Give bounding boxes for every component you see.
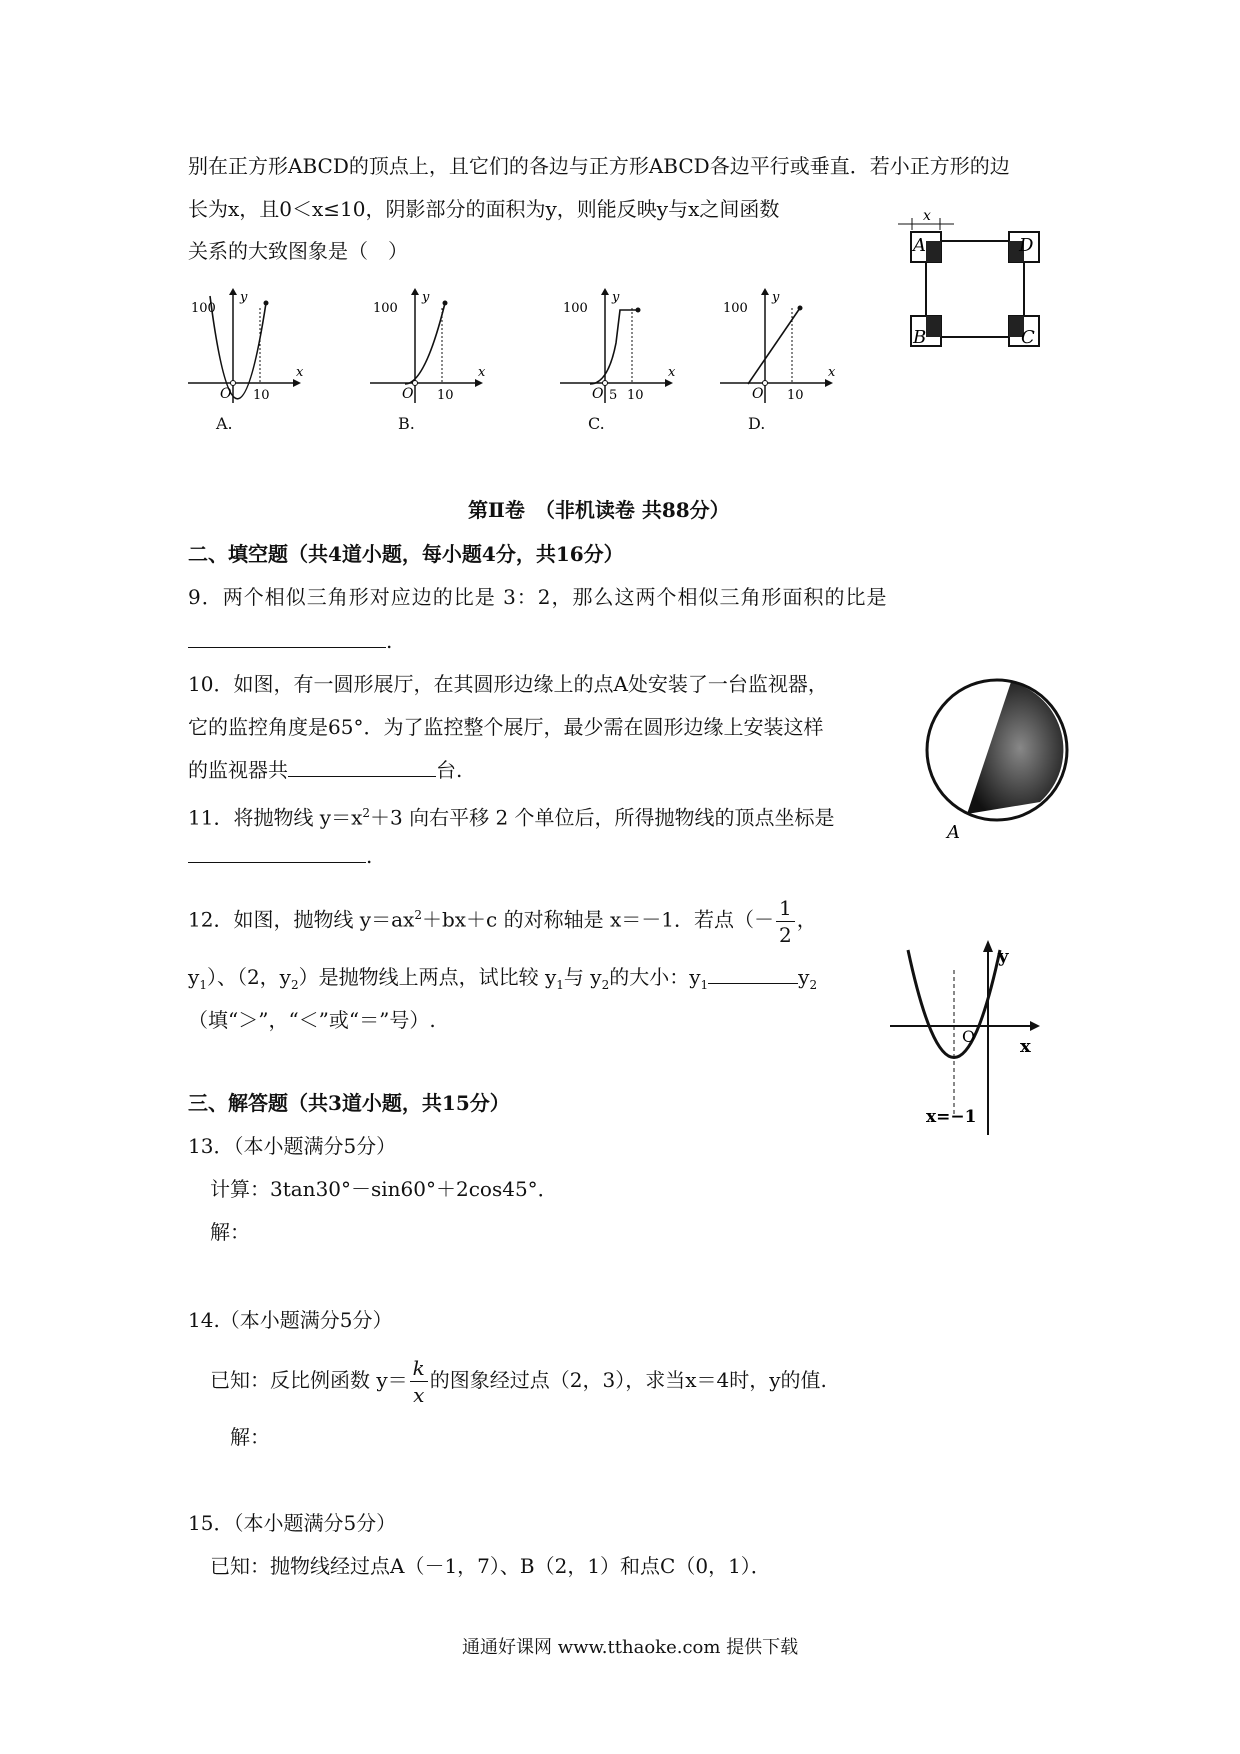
y-axis-label: y bbox=[772, 290, 780, 305]
x-tick-label: 10 bbox=[627, 388, 644, 403]
q9-text: 9．两个相似三角形对应边的比是 3：2，那么这两个相似三角形面积的比是 bbox=[188, 585, 888, 609]
q12-frac-den: 2 bbox=[778, 922, 792, 947]
q12-t6: y bbox=[798, 965, 810, 989]
q12-sup: 2 bbox=[414, 908, 422, 922]
q10-line1: 10．如图，有一圆形展厅，在其圆形边缘上的点A处安装了一台监视器， bbox=[188, 672, 828, 696]
option-graph-c bbox=[560, 288, 680, 408]
y-axis-arrow bbox=[229, 288, 237, 295]
q14-frac-den: x bbox=[413, 1383, 425, 1407]
option-graph-b bbox=[370, 288, 490, 408]
q10-line2: 它的监控角度是65°．为了监控整个展厅，最少需在圆形边缘上安装这样 bbox=[188, 715, 824, 739]
q11-part-b: ＋3 向右平移 2 个单位后，所得抛物线的顶点坐标是 bbox=[370, 805, 835, 830]
q8-line1: 别在正方形ABCD的顶点上，且它们的各边与正方形ABCD各边平行或垂直．若小正方形的边 bbox=[188, 154, 1010, 178]
q15-body: 已知：抛物线经过点A（－1，7）、B（2，1）和点C（0，1）． bbox=[210, 1554, 771, 1578]
y-axis-arrow bbox=[411, 288, 419, 295]
origin-label: O bbox=[752, 386, 764, 402]
footer: 通通好课网 www.tthaoke.com 提供下载 bbox=[462, 1637, 799, 1658]
x-tick-label: 10 bbox=[437, 388, 454, 403]
option-label-a[interactable]: A. bbox=[216, 414, 233, 433]
q11-part-a: 11．将抛物线 y＝x bbox=[188, 805, 363, 830]
q12-frac-num: 1 bbox=[776, 895, 795, 922]
x-axis-label: x bbox=[828, 365, 836, 380]
q14-body bbox=[210, 1350, 827, 1410]
q11-sup: 2 bbox=[362, 806, 371, 820]
q12-t3: ）是抛物线上两点，试比较 y bbox=[298, 965, 557, 989]
y-tick-label: 100 bbox=[191, 301, 216, 316]
q11-answer bbox=[188, 843, 372, 869]
section3-title: 三、解答题（共3道小题，共15分） bbox=[188, 1091, 510, 1115]
origin-label: O bbox=[592, 386, 604, 402]
q12-t1: y bbox=[188, 965, 200, 989]
q12-line3: （填“＞”，“＜”或“＝”号）. bbox=[188, 1008, 436, 1032]
option-label-c[interactable]: C. bbox=[588, 414, 605, 433]
option-graph-a bbox=[188, 288, 308, 408]
x-axis-arrow bbox=[475, 379, 483, 387]
origin-dot bbox=[231, 381, 236, 386]
origin-dot bbox=[763, 381, 768, 386]
square-label-a: A bbox=[913, 235, 926, 256]
option-graph-d bbox=[720, 288, 840, 408]
x-axis-label: x bbox=[668, 365, 676, 380]
q12-parabola-figure bbox=[890, 940, 1040, 1135]
origin-dot bbox=[603, 381, 608, 386]
dimension-label: x bbox=[923, 208, 931, 224]
x-axis-arrow bbox=[825, 379, 833, 387]
q10-line3-suffix: 台. bbox=[436, 758, 463, 782]
y-axis-label: y bbox=[240, 290, 248, 305]
origin-dot bbox=[413, 381, 418, 386]
q13-body: 计算：3tan30°－sin60°＋2cos45°． bbox=[210, 1177, 558, 1201]
q14-head: 14.（本小题满分5分） bbox=[188, 1308, 393, 1332]
option-label-d[interactable]: D. bbox=[748, 414, 766, 433]
q12-part-a: 12．如图，抛物线 y＝ax bbox=[188, 907, 415, 932]
x-axis-label: x bbox=[296, 365, 304, 380]
q11-blank[interactable] bbox=[188, 844, 366, 863]
x-tick-label: 10 bbox=[787, 388, 804, 403]
endpoint-dot bbox=[443, 301, 448, 306]
q12-s3: 1 bbox=[556, 978, 564, 992]
y-axis-label: y bbox=[422, 290, 430, 305]
origin-label: O bbox=[402, 386, 414, 402]
q12-t2: ）、（2，y bbox=[206, 965, 291, 989]
x-tick-label: 10 bbox=[253, 388, 270, 403]
x-axis-arrow bbox=[665, 379, 673, 387]
y-axis-arrow bbox=[601, 288, 609, 295]
q11-text bbox=[188, 800, 835, 831]
q12-t5: 的大小：y bbox=[609, 965, 701, 989]
q12-part-c: ， bbox=[796, 907, 817, 932]
y-axis-arrow bbox=[761, 288, 769, 295]
square-label-c: C bbox=[1021, 327, 1035, 348]
q13-head: 13．（本小题满分5分） bbox=[188, 1134, 397, 1158]
x-axis-label: x bbox=[478, 365, 486, 380]
q10-line3 bbox=[188, 757, 462, 783]
q12-s5: 1 bbox=[700, 978, 709, 992]
y-tick-label: 100 bbox=[563, 301, 588, 316]
q14-part-b: 的图象经过点（2，3），求当x＝4时，y的值. bbox=[429, 1368, 827, 1392]
q12-line2 bbox=[188, 964, 817, 998]
q15-head: 15．（本小题满分5分） bbox=[188, 1511, 397, 1535]
graph-curve bbox=[405, 303, 445, 384]
part2-title: 第Ⅱ卷 （非机读卷 共88分） bbox=[468, 498, 730, 522]
q8-squares-figure bbox=[890, 210, 1040, 360]
q12-y-axis-label: y bbox=[998, 946, 1009, 967]
q8-line3: 关系的大致图象是（ ） bbox=[188, 239, 408, 263]
q12-s1: 1 bbox=[199, 978, 207, 992]
square-label-b: B bbox=[913, 327, 927, 348]
y-axis-label: y bbox=[612, 290, 620, 305]
q12-line1 bbox=[188, 885, 817, 950]
q10-circle-figure bbox=[925, 678, 1075, 843]
endpoint-dot bbox=[636, 308, 641, 313]
q12-origin-label: O bbox=[962, 1027, 976, 1046]
q9-blank[interactable] bbox=[188, 629, 386, 648]
q14-part-a: 已知：反比例函数 y＝ bbox=[210, 1368, 408, 1392]
q9-answer bbox=[188, 628, 392, 654]
endpoint-dot bbox=[264, 301, 269, 306]
q12-x-axis-label: x bbox=[1020, 1036, 1031, 1057]
q10-point-a-label: A bbox=[947, 822, 960, 843]
q12-part-b: ＋bx＋c 的对称轴是 x＝－1．若点（－ bbox=[421, 907, 774, 932]
q12-t4: 与 y bbox=[563, 965, 602, 989]
endpoint-dot bbox=[798, 306, 803, 311]
q10-blank[interactable] bbox=[288, 758, 436, 777]
q14-frac-num: k bbox=[410, 1355, 428, 1382]
y-tick-label: 100 bbox=[373, 301, 398, 316]
q8-line2: 长为x，且0＜x≤10，阴影部分的面积为y，则能反映y与x之间函数 bbox=[188, 197, 780, 221]
q10-line3-prefix: 的监视器共 bbox=[188, 758, 288, 782]
x-tick-label: 5 bbox=[609, 388, 618, 403]
graph-curve bbox=[590, 310, 638, 384]
section2-title: 二、填空题（共4道小题，每小题4分，共16分） bbox=[188, 542, 624, 566]
q13-solution: 解： bbox=[210, 1220, 250, 1244]
q12-axis-of-symmetry-label: x=−1 bbox=[926, 1107, 977, 1127]
q12-s6: 2 bbox=[809, 978, 818, 992]
q12-blank[interactable] bbox=[708, 965, 798, 984]
square-label-d: D bbox=[1019, 235, 1034, 256]
q14-fraction bbox=[410, 1355, 428, 1408]
q14-solution: 解： bbox=[230, 1425, 270, 1449]
q12-s2: 2 bbox=[290, 978, 299, 992]
q9-end: . bbox=[386, 629, 393, 653]
q12-s4: 2 bbox=[601, 978, 610, 992]
option-label-b[interactable]: B. bbox=[398, 414, 415, 433]
x-axis-arrow bbox=[293, 379, 301, 387]
q12-fraction bbox=[776, 895, 795, 948]
origin-label: O bbox=[220, 386, 232, 402]
q11-end: . bbox=[366, 844, 373, 868]
y-tick-label: 100 bbox=[723, 301, 748, 316]
